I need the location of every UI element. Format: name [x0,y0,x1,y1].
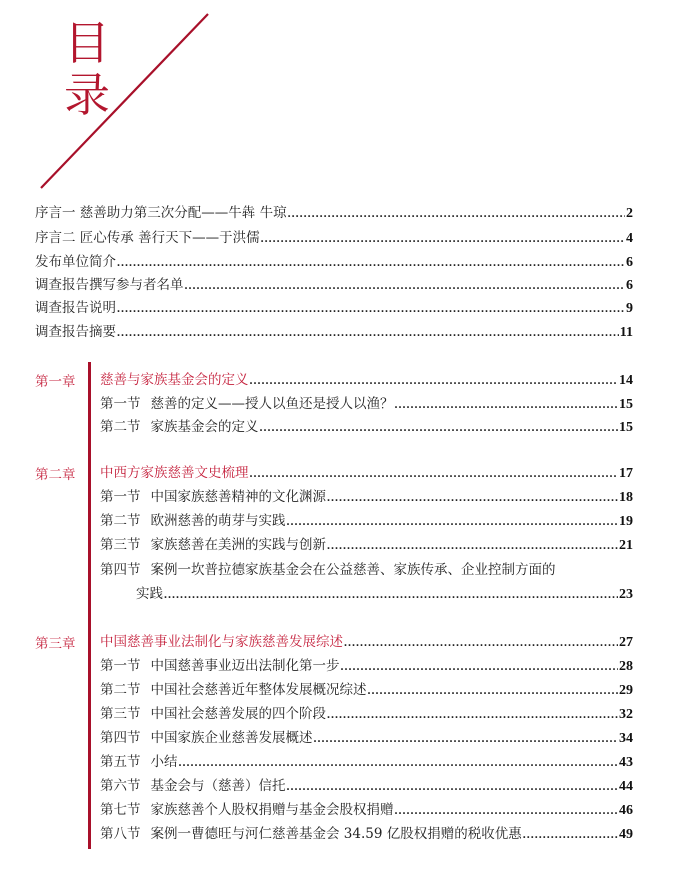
section-title: 家族慈善个人股权捐赠与基金会股权捐赠 [150,802,394,818]
toc-section-3-2[interactable] [100,678,633,700]
toc-section-3-4[interactable] [100,726,633,748]
toc-section-1-1[interactable] [100,392,633,414]
leader-dots [250,466,619,481]
section-number: 第二节 [100,682,141,698]
toc-page: 2 [626,206,633,221]
toc-page: 23 [619,587,633,602]
leader-dots [287,514,619,529]
section-number: 第三节 [100,706,141,722]
chapter-accent-bar [88,362,91,849]
section-title: 家族基金会的定义 [150,419,259,435]
toc-chapter-1[interactable] [100,368,633,390]
toc-page: 29 [619,683,633,698]
toc-label: 序言一 慈善助力第三次分配——牛犇 牛琼 [35,205,287,221]
toc-section-3-7[interactable] [100,798,633,820]
leader-dots [179,755,619,770]
leader-dots [395,397,619,412]
section-number: 第五节 [100,754,141,770]
leader-dots [117,325,619,340]
section-number: 第三节 [100,537,141,553]
leader-dots [368,683,619,698]
leader-dots [327,490,618,505]
toc-page: 28 [619,659,633,674]
leader-dots [250,373,619,388]
section-number: 第二节 [100,419,141,435]
toc-page: 6 [626,278,633,293]
section-number: 第四节 [100,730,141,746]
toc-entry-contributors[interactable] [35,273,633,295]
leader-dots [327,707,618,722]
section-title: 中国社会慈善近年整体发展概况综述 [150,682,367,698]
section-title: 中国社会慈善发展的四个阶段 [150,706,326,722]
toc-label: 调查报告说明 [35,300,116,316]
toc-section-3-8[interactable] [100,822,633,844]
section-title: 中国家族企业慈善发展概述 [150,730,313,746]
chapter-2-number: 第二章 [35,467,76,483]
toc-section-2-4[interactable] [100,558,633,580]
leader-dots [344,635,618,650]
toc-page: 46 [619,803,633,818]
section-title: 基金会与（慈善）信托 [150,778,286,794]
section-title: 慈善的定义——授人以鱼还是授人以渔？ [150,396,394,412]
chapter-title: 慈善与家族基金会的定义 [100,372,249,388]
toc-page: 44 [619,779,633,794]
section-title: 家族慈善在美洲的实践与创新 [150,537,326,553]
leader-dots [117,255,625,270]
toc-page: 19 [619,514,633,529]
toc-page: 27 [619,635,633,650]
toc-page: 21 [619,538,633,553]
leader-dots [164,587,618,602]
section-number: 第二节 [100,513,141,529]
toc-entry-report-notes[interactable] [35,296,633,318]
toc-chapter-3[interactable] [100,630,633,652]
section-number: 第四节 [100,562,141,578]
section-title: 案例一曹德旺与河仁慈善基金会 34.59 亿股权捐赠的税收优惠 [150,826,522,842]
toc-section-3-3[interactable] [100,702,633,724]
section-title: 中国家族慈善精神的文化渊源 [150,489,326,505]
toc-section-1-2[interactable] [100,415,633,437]
toc-page: 15 [619,420,633,435]
toc-label: 调查报告摘要 [35,324,116,340]
section-title: 中国慈善事业迈出法制化第一步 [150,658,340,674]
chapter-1-number: 第一章 [35,374,76,390]
leader-dots [117,301,625,316]
chapter-3-number: 第三章 [35,636,76,652]
leader-dots [341,659,619,674]
toc-section-2-1[interactable] [100,485,633,507]
section-number: 第一节 [100,489,141,505]
toc-page: 43 [619,755,633,770]
toc-page: 4 [626,231,633,246]
toc-page: 32 [619,707,633,722]
toc-section-2-3[interactable] [100,533,633,555]
leader-dots [523,827,618,842]
chapter-title: 中国慈善事业法制化与家族慈善发展综述 [100,634,343,650]
toc-section-3-1[interactable] [100,654,633,676]
section-title: 小结 [150,754,178,770]
toc-section-2-2[interactable] [100,509,633,531]
title-mu: 目 [64,16,110,70]
title-lu: 录 [64,68,110,122]
toc-entry-preface-2[interactable] [35,226,633,248]
toc-page: 17 [619,466,633,481]
toc-page: 15 [619,397,633,412]
section-number: 第一节 [100,396,141,412]
section-number: 第七节 [100,802,141,818]
leader-dots [185,278,626,293]
toc-page: 14 [619,373,633,388]
toc-label: 序言二 匠心传承 善行天下——于洪儒 [35,230,260,246]
section-number: 第六节 [100,778,141,794]
section-number: 第八节 [100,826,141,842]
leader-dots [261,231,625,246]
toc-entry-report-summary[interactable] [35,320,633,342]
toc-section-3-6[interactable] [100,774,633,796]
leader-dots [260,420,619,435]
toc-label: 调查报告撰写参与者名单 [35,277,184,293]
toc-page: 9 [626,301,633,316]
leader-dots [287,779,619,794]
leader-dots [288,206,625,221]
toc-page: 34 [619,731,633,746]
toc-page: 18 [619,490,633,505]
toc-chapter-2[interactable] [100,461,633,483]
toc-label: 发布单位简介 [35,254,116,270]
section-title: 案例一坎普拉德家族基金会在公益慈善、家族传承、企业控制方面的 [150,562,556,578]
section-title-continuation: 实践 [136,586,163,602]
leader-dots [395,803,619,818]
leader-dots [327,538,618,553]
section-title: 欧洲慈善的萌芽与实践 [150,513,286,529]
toc-page: 11 [619,325,633,340]
diagonal-line-decoration [0,0,684,200]
toc-page: 6 [626,255,633,270]
section-number: 第一节 [100,658,141,674]
toc-section-3-5[interactable] [100,750,633,772]
toc-section-2-4-continuation[interactable] [136,582,633,604]
chapter-title: 中西方家族慈善文史梳理 [100,465,249,481]
toc-entry-publisher-intro[interactable] [35,250,633,272]
leader-dots [314,731,619,746]
toc-entry-preface-1[interactable] [35,201,633,223]
toc-page: 49 [619,827,633,842]
